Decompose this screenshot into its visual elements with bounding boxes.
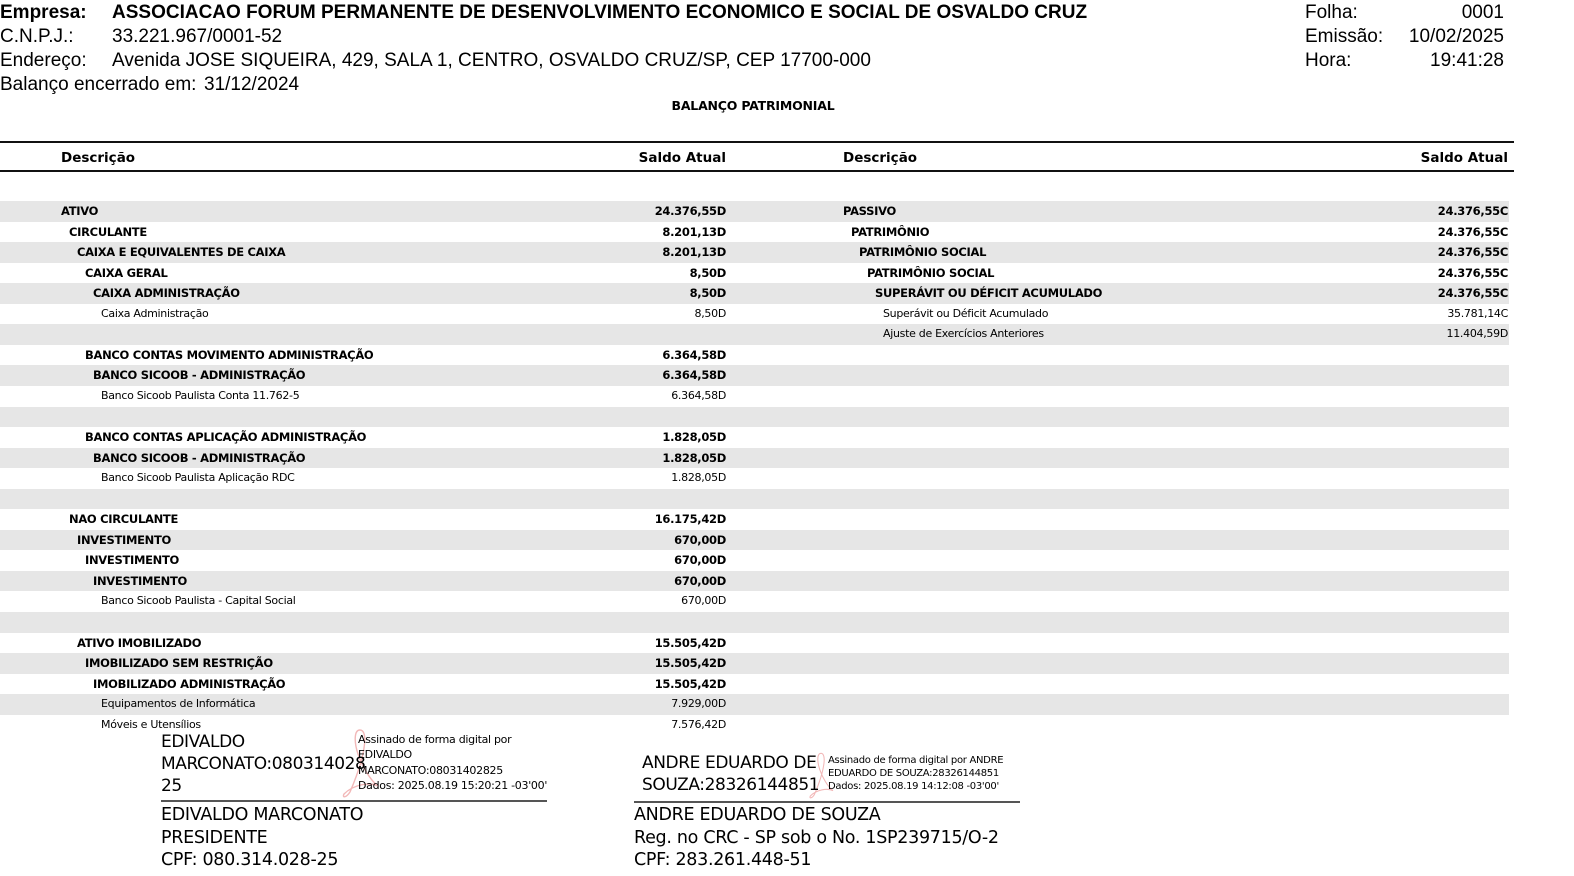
ativo-account-balance: 670,00D: [674, 573, 726, 588]
ativo-account-description: Banco Sicoob Paulista Aplicação RDC: [101, 471, 295, 485]
row-stripe: [0, 612, 1509, 633]
ativo-account-balance: 670,00D: [674, 532, 726, 547]
folha-value: 0001: [1461, 2, 1504, 23]
ativo-account-balance: 24.376,55D: [654, 204, 726, 218]
ativo-account-description: Caixa Administração: [101, 306, 209, 320]
ativo-account-description: CAIXA GERAL: [85, 265, 168, 280]
ativo-account-description: BANCO CONTAS MOVIMENTO ADMINISTRAÇÃO: [85, 347, 374, 362]
folha-label: Folha:: [1305, 2, 1358, 23]
ativo-account-balance: 1.828,05D: [662, 430, 726, 445]
ativo-account-description: Banco Sicoob Paulista - Capital Social: [101, 594, 296, 608]
row-stripe: [0, 201, 1509, 222]
signer1-cert-meta-line3: MARCONATO:08031402825: [358, 764, 503, 777]
ativo-account-description: INVESTIMENTO: [85, 553, 180, 568]
ativo-account-description: ATIVO IMOBILIZADO: [77, 635, 202, 650]
empresa-label: Empresa:: [0, 2, 87, 23]
signer2-cert-meta-line1: Assinado de forma digital por ANDRE: [828, 755, 1004, 766]
hora-label: Hora:: [1305, 50, 1352, 71]
balanco-value: 31/12/2024: [204, 74, 300, 95]
passivo-account-balance: 11.404,59D: [1446, 327, 1508, 341]
cnpj-label: C.N.P.J.:: [0, 26, 74, 47]
endereco-label: Endereço:: [0, 50, 87, 71]
passivo-account-balance: 24.376,55C: [1437, 286, 1508, 301]
signer1-cpf: CPF: 080.314.028-25: [161, 850, 339, 870]
ativo-account-balance: 8,50D: [689, 265, 726, 280]
row-stripe: [0, 571, 1509, 592]
passivo-account-description: PASSIVO: [843, 204, 896, 218]
passivo-account-balance: 35.781,14C: [1447, 306, 1508, 320]
ativo-account-balance: 6.364,58D: [662, 368, 726, 383]
passivo-account-description: SUPERÁVIT OU DÉFICIT ACUMULADO: [875, 286, 1103, 301]
ativo-account-description: Banco Sicoob Paulista Conta 11.762-5: [101, 388, 300, 402]
ativo-account-balance: 15.505,42D: [654, 656, 726, 671]
ativo-account-balance: 670,00D: [681, 594, 726, 608]
passivo-account-description: Ajuste de Exercícios Anteriores: [883, 327, 1044, 341]
emissao-label: Emissão:: [1305, 26, 1384, 47]
balanco-label: Balanço encerrado em:: [0, 74, 197, 95]
ativo-account-description: BANCO SICOOB - ADMINISTRAÇÃO: [93, 450, 306, 465]
signer1-cert-meta-line1: Assinado de forma digital por: [358, 733, 512, 746]
signer2-registration: Reg. no CRC - SP sob o No. 1SP239715/O-2: [634, 828, 999, 848]
ativo-account-description: CIRCULANTE: [69, 224, 147, 239]
signer2-cert-meta-line2: EDUARDO DE SOUZA:28326144851: [828, 768, 999, 779]
ativo-account-balance: 8,50D: [694, 306, 726, 320]
signer1-cert-name-line3: 25: [161, 776, 182, 796]
ativo-account-balance: 7.576,42D: [671, 717, 726, 731]
signer2-signature-line: [634, 801, 1020, 803]
signer1-cert-name-line2: MARCONATO:080314028: [161, 754, 366, 774]
passivo-account-balance: 24.376,55C: [1437, 224, 1508, 239]
emissao-value: 10/02/2025: [1408, 26, 1504, 47]
signer1-cert-name-line1: EDIVALDO: [161, 732, 245, 752]
ativo-account-balance: 670,00D: [674, 553, 726, 568]
ativo-account-balance: 1.828,05D: [671, 471, 726, 485]
ativo-account-balance: 15.505,42D: [654, 635, 726, 650]
table-header-rule: [0, 170, 1514, 172]
passivo-account-description: PATRIMÔNIO SOCIAL: [867, 265, 995, 280]
ativo-account-balance: 8.201,13D: [662, 245, 726, 260]
table-top-rule: [0, 141, 1514, 143]
ativo-account-description: Equipamentos de Informática: [101, 697, 256, 711]
column-header-descricao-ativo: Descrição: [61, 150, 136, 166]
passivo-account-description: PATRIMÔNIO SOCIAL: [859, 245, 987, 260]
empresa-value: ASSOCIACAO FORUM PERMANENTE DE DESENVOLVIMENTO ECONOMICO E SOCIAL DE OSVALDO CRUZ: [112, 2, 1088, 23]
passivo-account-balance: 24.376,55C: [1437, 265, 1508, 280]
ativo-account-description: ATIVO: [61, 204, 99, 218]
endereco-value: Avenida JOSE SIQUEIRA, 429, SALA 1, CENTRO, OSVALDO CRUZ/SP, CEP 17700-000: [112, 50, 871, 71]
ativo-account-balance: 16.175,42D: [654, 512, 726, 527]
signer1-role: PRESIDENTE: [161, 828, 268, 848]
signer2-cert-name-line2: SOUZA:28326144851: [642, 775, 820, 795]
ativo-account-balance: 1.828,05D: [662, 450, 726, 465]
signer1-name: EDIVALDO MARCONATO: [161, 805, 364, 825]
row-stripe: [0, 407, 1509, 428]
passivo-account-balance: 24.376,55C: [1437, 245, 1508, 260]
row-stripe: [0, 530, 1509, 551]
column-header-saldo-passivo: Saldo Atual: [1420, 150, 1508, 166]
ativo-account-balance: 8,50D: [689, 286, 726, 301]
ativo-account-description: IMOBILIZADO ADMINISTRAÇÃO: [93, 676, 286, 691]
cnpj-value: 33.221.967/0001-52: [112, 26, 283, 47]
signer2-name: ANDRE EDUARDO DE SOUZA: [634, 805, 881, 825]
signer1-signature-line: [161, 800, 547, 802]
ativo-account-description: NAO CIRCULANTE: [69, 512, 179, 527]
hora-value: 19:41:28: [1430, 50, 1504, 71]
ativo-account-balance: 6.364,58D: [662, 347, 726, 362]
ativo-account-description: INVESTIMENTO: [77, 532, 172, 547]
signer2-cert-name-line1: ANDRE EDUARDO DE: [642, 753, 817, 773]
ativo-account-description: CAIXA E EQUIVALENTES DE CAIXA: [77, 245, 286, 260]
signer1-cert-meta-line2: EDIVALDO: [358, 748, 412, 761]
ativo-account-description: BANCO SICOOB - ADMINISTRAÇÃO: [93, 368, 306, 383]
column-header-descricao-passivo: Descrição: [843, 150, 918, 166]
ativo-account-description: BANCO CONTAS APLICAÇÃO ADMINISTRAÇÃO: [85, 430, 367, 445]
ativo-account-balance: 7.929,00D: [671, 697, 726, 711]
passivo-account-balance: 24.376,55C: [1437, 204, 1508, 218]
signer2-cpf: CPF: 283.261.448-51: [634, 850, 812, 870]
ativo-account-description: IMOBILIZADO SEM RESTRIÇÃO: [85, 656, 273, 671]
ativo-account-balance: 15.505,42D: [654, 676, 726, 691]
ativo-account-description: INVESTIMENTO: [93, 573, 188, 588]
ativo-account-balance: 8.201,13D: [662, 224, 726, 239]
column-header-saldo-ativo: Saldo Atual: [638, 150, 726, 166]
ativo-account-balance: 6.364,58D: [671, 388, 726, 402]
signer2-cert-meta-line3: Dados: 2025.08.19 14:12:08 -03'00': [828, 781, 999, 792]
passivo-account-description: PATRIMÔNIO: [851, 224, 930, 239]
passivo-account-description: Superávit ou Déficit Acumulado: [883, 306, 1049, 320]
ativo-account-description: CAIXA ADMINISTRAÇÃO: [93, 286, 240, 301]
ativo-account-description: Móveis e Utensílios: [101, 717, 201, 731]
row-stripe: [0, 324, 1509, 345]
report-title: BALANÇO PATRIMONIAL: [671, 98, 835, 113]
signer1-cert-meta-line4: Dados: 2025.08.19 15:20:21 -03'00': [358, 779, 548, 792]
row-stripe: [0, 489, 1509, 510]
